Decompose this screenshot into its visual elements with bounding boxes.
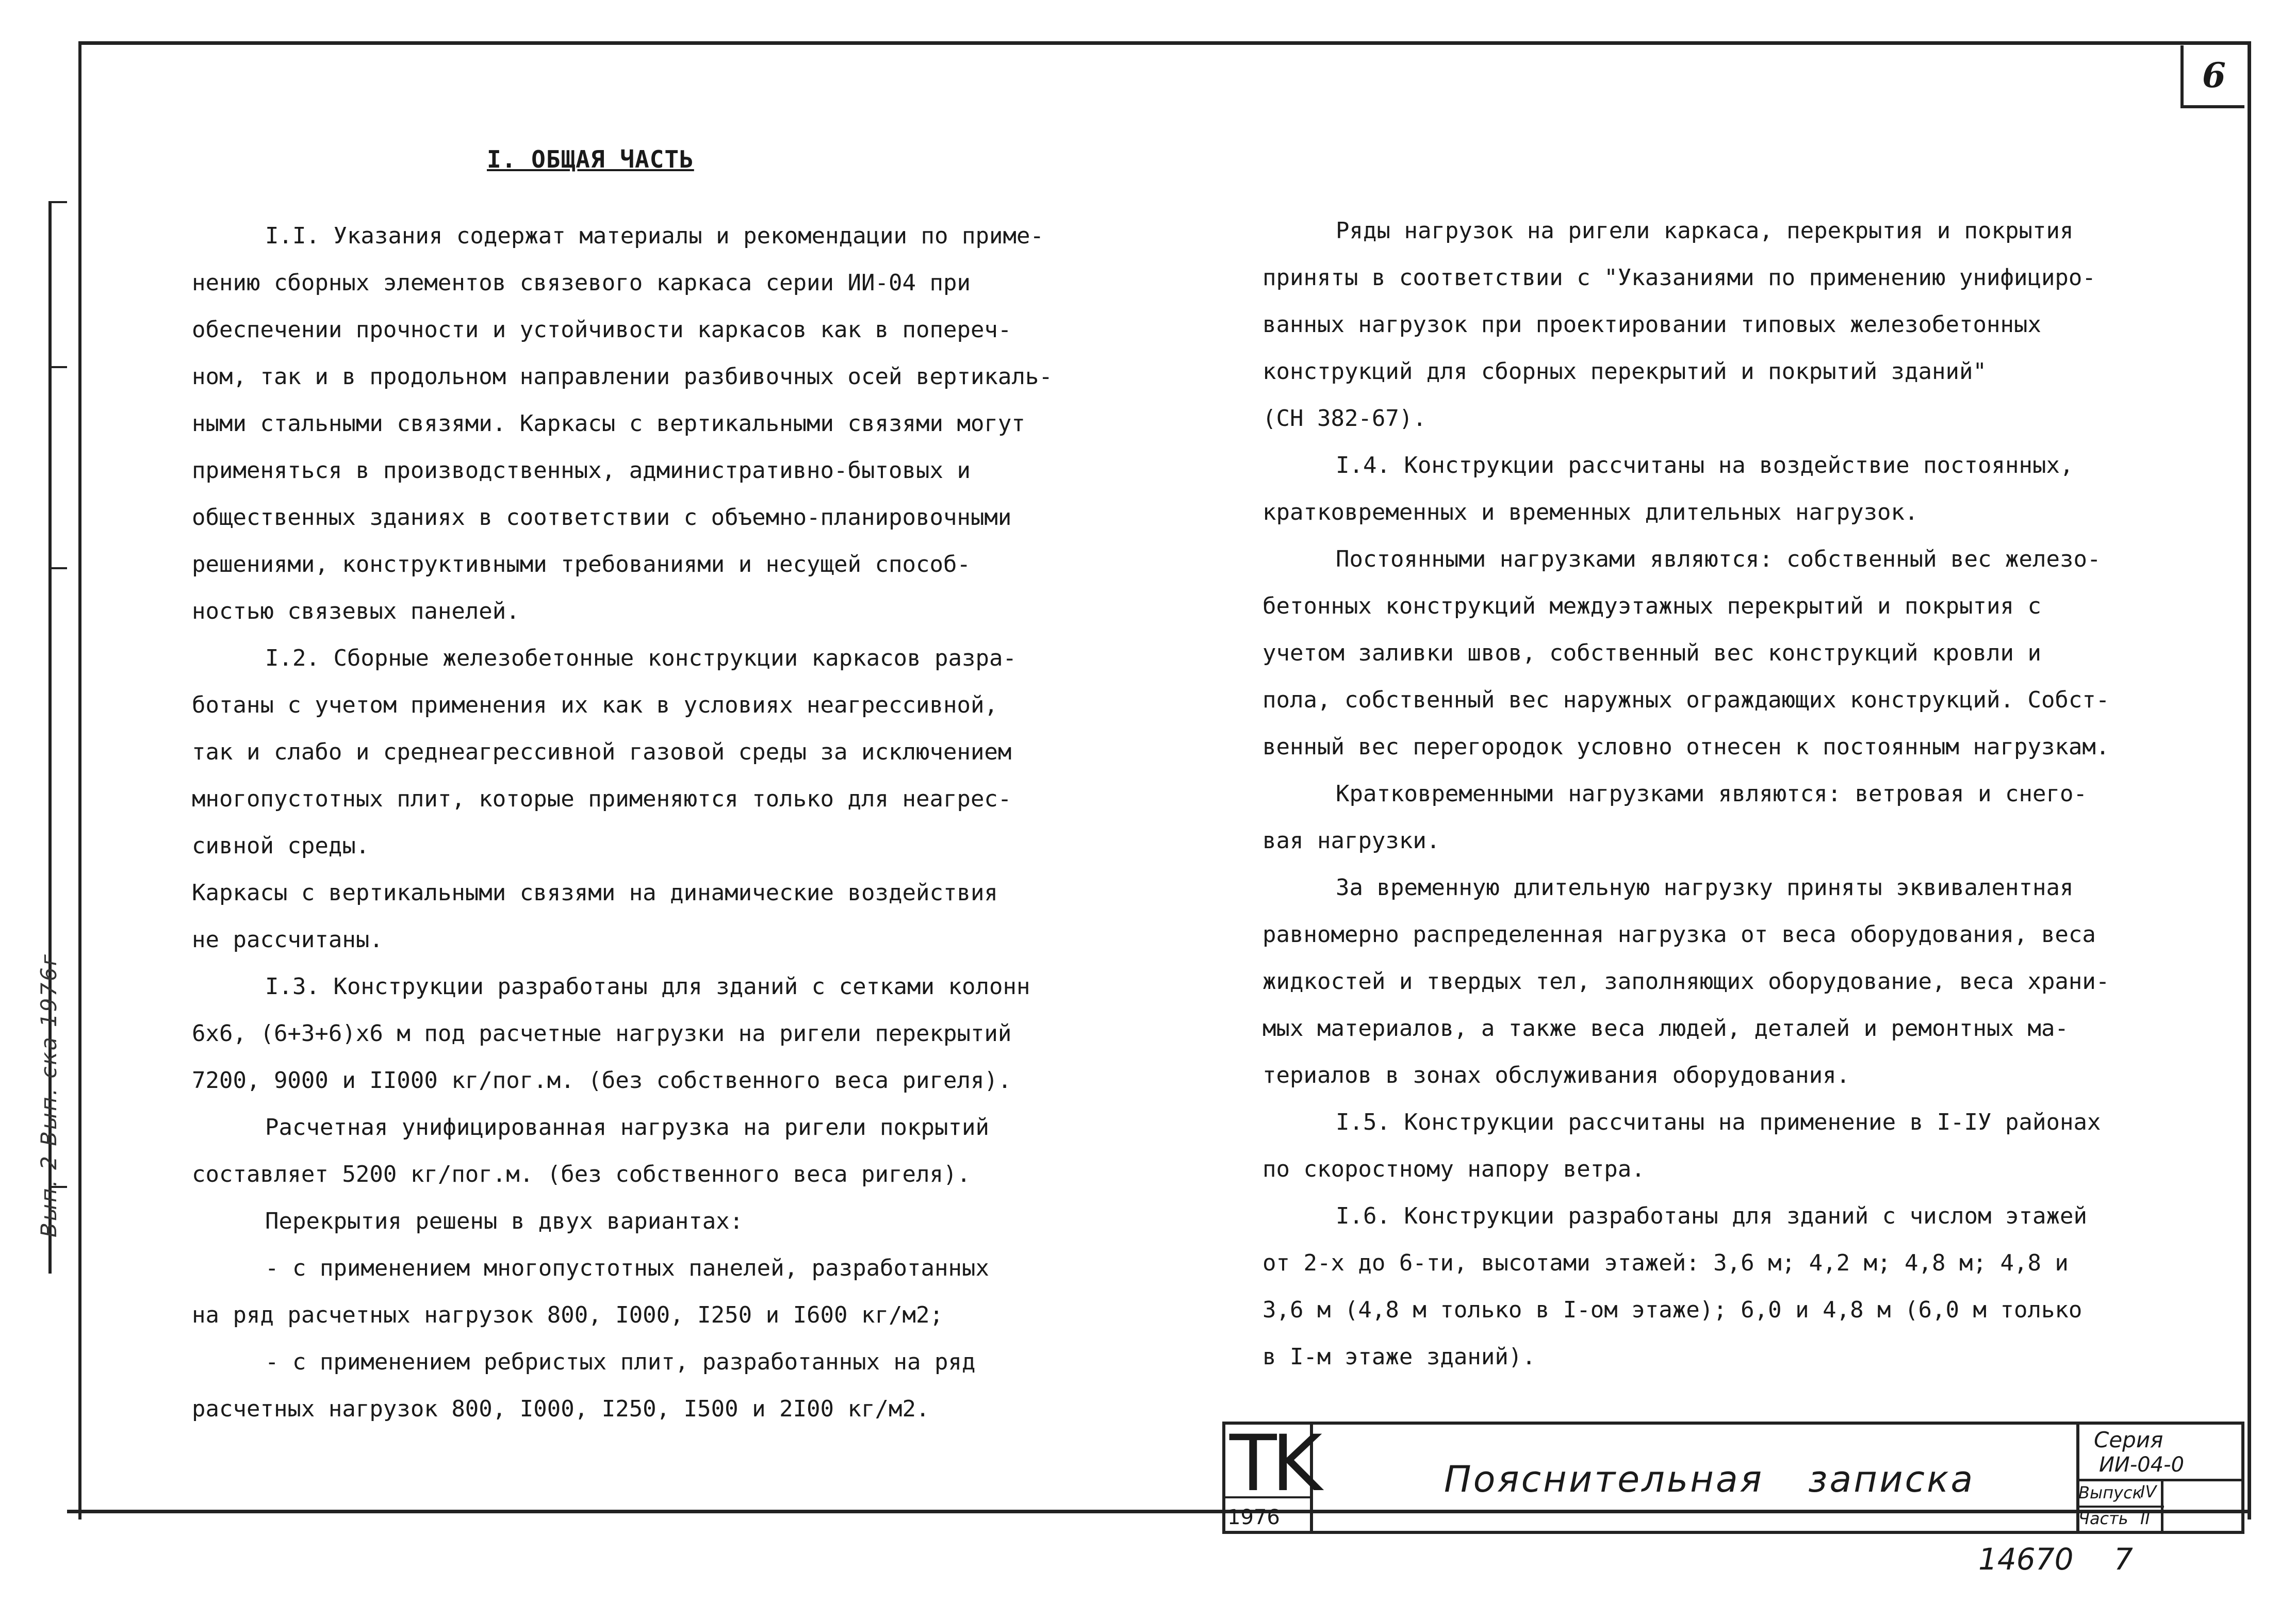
text-line: За временную длительную нагрузку приняты эквивалентная	[1336, 874, 2074, 901]
section-title: I. ОБЩАЯ ЧАСТЬ	[487, 145, 694, 173]
text-line: по скоростному напору ветра.	[1262, 1156, 1645, 1182]
title-block-year: 1976	[1227, 1506, 1280, 1529]
text-line: в I-м этаже зданий).	[1262, 1344, 1536, 1370]
text-line: - с применением ребристых плит, разработанных на ряд	[265, 1349, 976, 1375]
text-line: 6х6, (6+3+6)х6 м под расчетные нагрузки на ригели перекрытий	[192, 1020, 1012, 1047]
text-line: нению сборных элементов связевого каркаса серии ИИ-04 при	[192, 270, 971, 296]
text-line: ностью связевых панелей.	[192, 598, 520, 624]
text-line: применяться в производственных, административно-бытовых и	[192, 457, 971, 484]
sheet-number: 7	[2113, 1542, 2133, 1577]
page-number-box	[2180, 45, 2244, 108]
text-line: кратковременных и временных длительных нагрузок.	[1262, 499, 1918, 525]
footer-doc-number	[1978, 1542, 2133, 1577]
left-text-column	[192, 212, 1136, 1432]
text-line: Ряды нагрузок на ригели каркаса, перекрытия и покрытия	[1336, 218, 2074, 244]
title-block-divider	[2076, 1506, 2164, 1508]
part-label: Часть	[2078, 1509, 2128, 1528]
text-line: составляет 5200 кг/пог.м. (без собственного веса ригеля).	[192, 1161, 971, 1187]
text-line: Кратковременными нагрузками являются: ветровая и снего-	[1336, 781, 2087, 807]
series-label: Серия	[2094, 1427, 2163, 1452]
text-line: конструкций для сборных перекрытий и покрытий зданий"	[1262, 358, 1987, 385]
tk-logo: TK	[1229, 1419, 1317, 1509]
text-line: I.6. Конструкции разработаны для зданий с числом этажей	[1336, 1203, 2087, 1229]
text-line: I.3. Конструкции разработаны для зданий с сетками колонн	[265, 973, 1030, 1000]
page-number: 6	[2202, 55, 2226, 95]
text-line: решениями, конструктивными требованиями и несущей способ-	[192, 551, 971, 577]
text-line: 3,6 м (4,8 м только в I-ом этаже); 6,0 и 4,8 м (6,0 м только	[1262, 1297, 2082, 1323]
right-text-column	[1262, 207, 2206, 1380]
text-line: равномерно распределенная нагрузка от веса оборудования, веса	[1262, 921, 2096, 948]
text-line: териалов в зонах обслуживания оборудования.	[1262, 1062, 1850, 1088]
text-line: сивной среды.	[192, 833, 370, 859]
text-line: I.2. Сборные железобетонные конструкции каркасов разра-	[265, 645, 1016, 671]
text-line: обеспечении прочности и устойчивости каркасов как в попереч-	[192, 317, 1012, 343]
text-line: расчетных нагрузок 800, I000, I250, I500 и 2I00 кг/м2.	[192, 1396, 930, 1422]
text-line: от 2-х до 6-ти, высотами этажей: 3,6 м; 4,2 м; 4,8 м; 4,8 и	[1262, 1250, 2069, 1276]
text-line: не рассчитаны.	[192, 927, 383, 953]
text-line: Постоянными нагрузками являются: собственный вес железо-	[1336, 546, 2101, 572]
text-line: Каркасы с вертикальными связями на динамические воздействия	[192, 880, 998, 906]
text-line: ными стальными связями. Каркасы с вертикальными связями могут	[192, 410, 1025, 437]
text-line: общественных зданиях в соответствии с объемно-планировочными	[192, 504, 1012, 531]
text-line: приняты в соответствии с "Указаниями по применению унифициро-	[1262, 265, 2096, 291]
doc-number: 14670	[1978, 1542, 2074, 1577]
text-line: многопустотных плит, которые применяются только для неагрес-	[192, 786, 1012, 812]
text-line: I.I. Указания содержат материалы и рекомендации по приме-	[265, 223, 1044, 249]
document-title: Пояснительная записка	[1444, 1458, 1975, 1500]
text-line: Перекрытия решены в двух вариантах:	[265, 1208, 744, 1234]
issue-value: IV	[2140, 1482, 2157, 1501]
text-line: ботаны с учетом применения их как в условиях неагрессивной,	[192, 692, 998, 718]
text-line: на ряд расчетных нагрузок 800, I000, I250 и I600 кг/м2;	[192, 1302, 943, 1328]
title-block-divider	[2076, 1479, 2244, 1481]
margin-tick	[48, 366, 67, 368]
margin-tick	[48, 201, 67, 203]
issue-label: Выпуск	[2078, 1483, 2142, 1502]
text-line: жидкостей и твердых тел, заполняющих оборудование, веса храни-	[1262, 968, 2110, 995]
text-line: учетом заливки швов, собственный вес конструкций кровли и	[1262, 640, 2041, 666]
text-line: венный вес перегородок условно отнесен к постоянным нагрузкам.	[1262, 734, 2110, 760]
text-line: мых материалов, а также веса людей, деталей и ремонтных ма-	[1262, 1015, 2069, 1042]
text-line: вая нагрузки.	[1262, 828, 1440, 854]
margin-stamp: Вып. 2 Вып. ска 1976г	[36, 953, 61, 1237]
text-line: ном, так и в продольном направлении разбивочных осей вертикаль-	[192, 364, 1053, 390]
text-line: I.5. Конструкции рассчитаны на применение в I-IУ районах	[1336, 1109, 2101, 1135]
text-line: Расчетная унифицированная нагрузка на ригели покрытий	[265, 1114, 989, 1141]
title-block-divider	[2161, 1479, 2163, 1534]
text-line: так и слабо и среднеагрессивной газовой среды за исключением	[192, 739, 1012, 765]
text-line: - с применением многопустотных панелей, разработанных	[265, 1255, 989, 1281]
text-line: пола, собственный вес наружных ограждающих конструкций. Собст-	[1262, 687, 2110, 713]
text-line: 7200, 9000 и II000 кг/пог.м. (без собственного веса ригеля).	[192, 1067, 1012, 1094]
text-line: I.4. Конструкции рассчитаны на воздействие постоянных,	[1336, 452, 2074, 478]
text-line: ванных нагрузок при проектировании типовых железобетонных	[1262, 311, 2041, 338]
series-value: ИИ-04-0	[2099, 1453, 2185, 1477]
part-value: II	[2140, 1509, 2150, 1528]
margin-tick	[48, 567, 67, 569]
text-line: бетонных конструкций междуэтажных перекрытий и покрытия с	[1262, 593, 2041, 619]
text-line: (СН 382-67).	[1262, 405, 1426, 432]
